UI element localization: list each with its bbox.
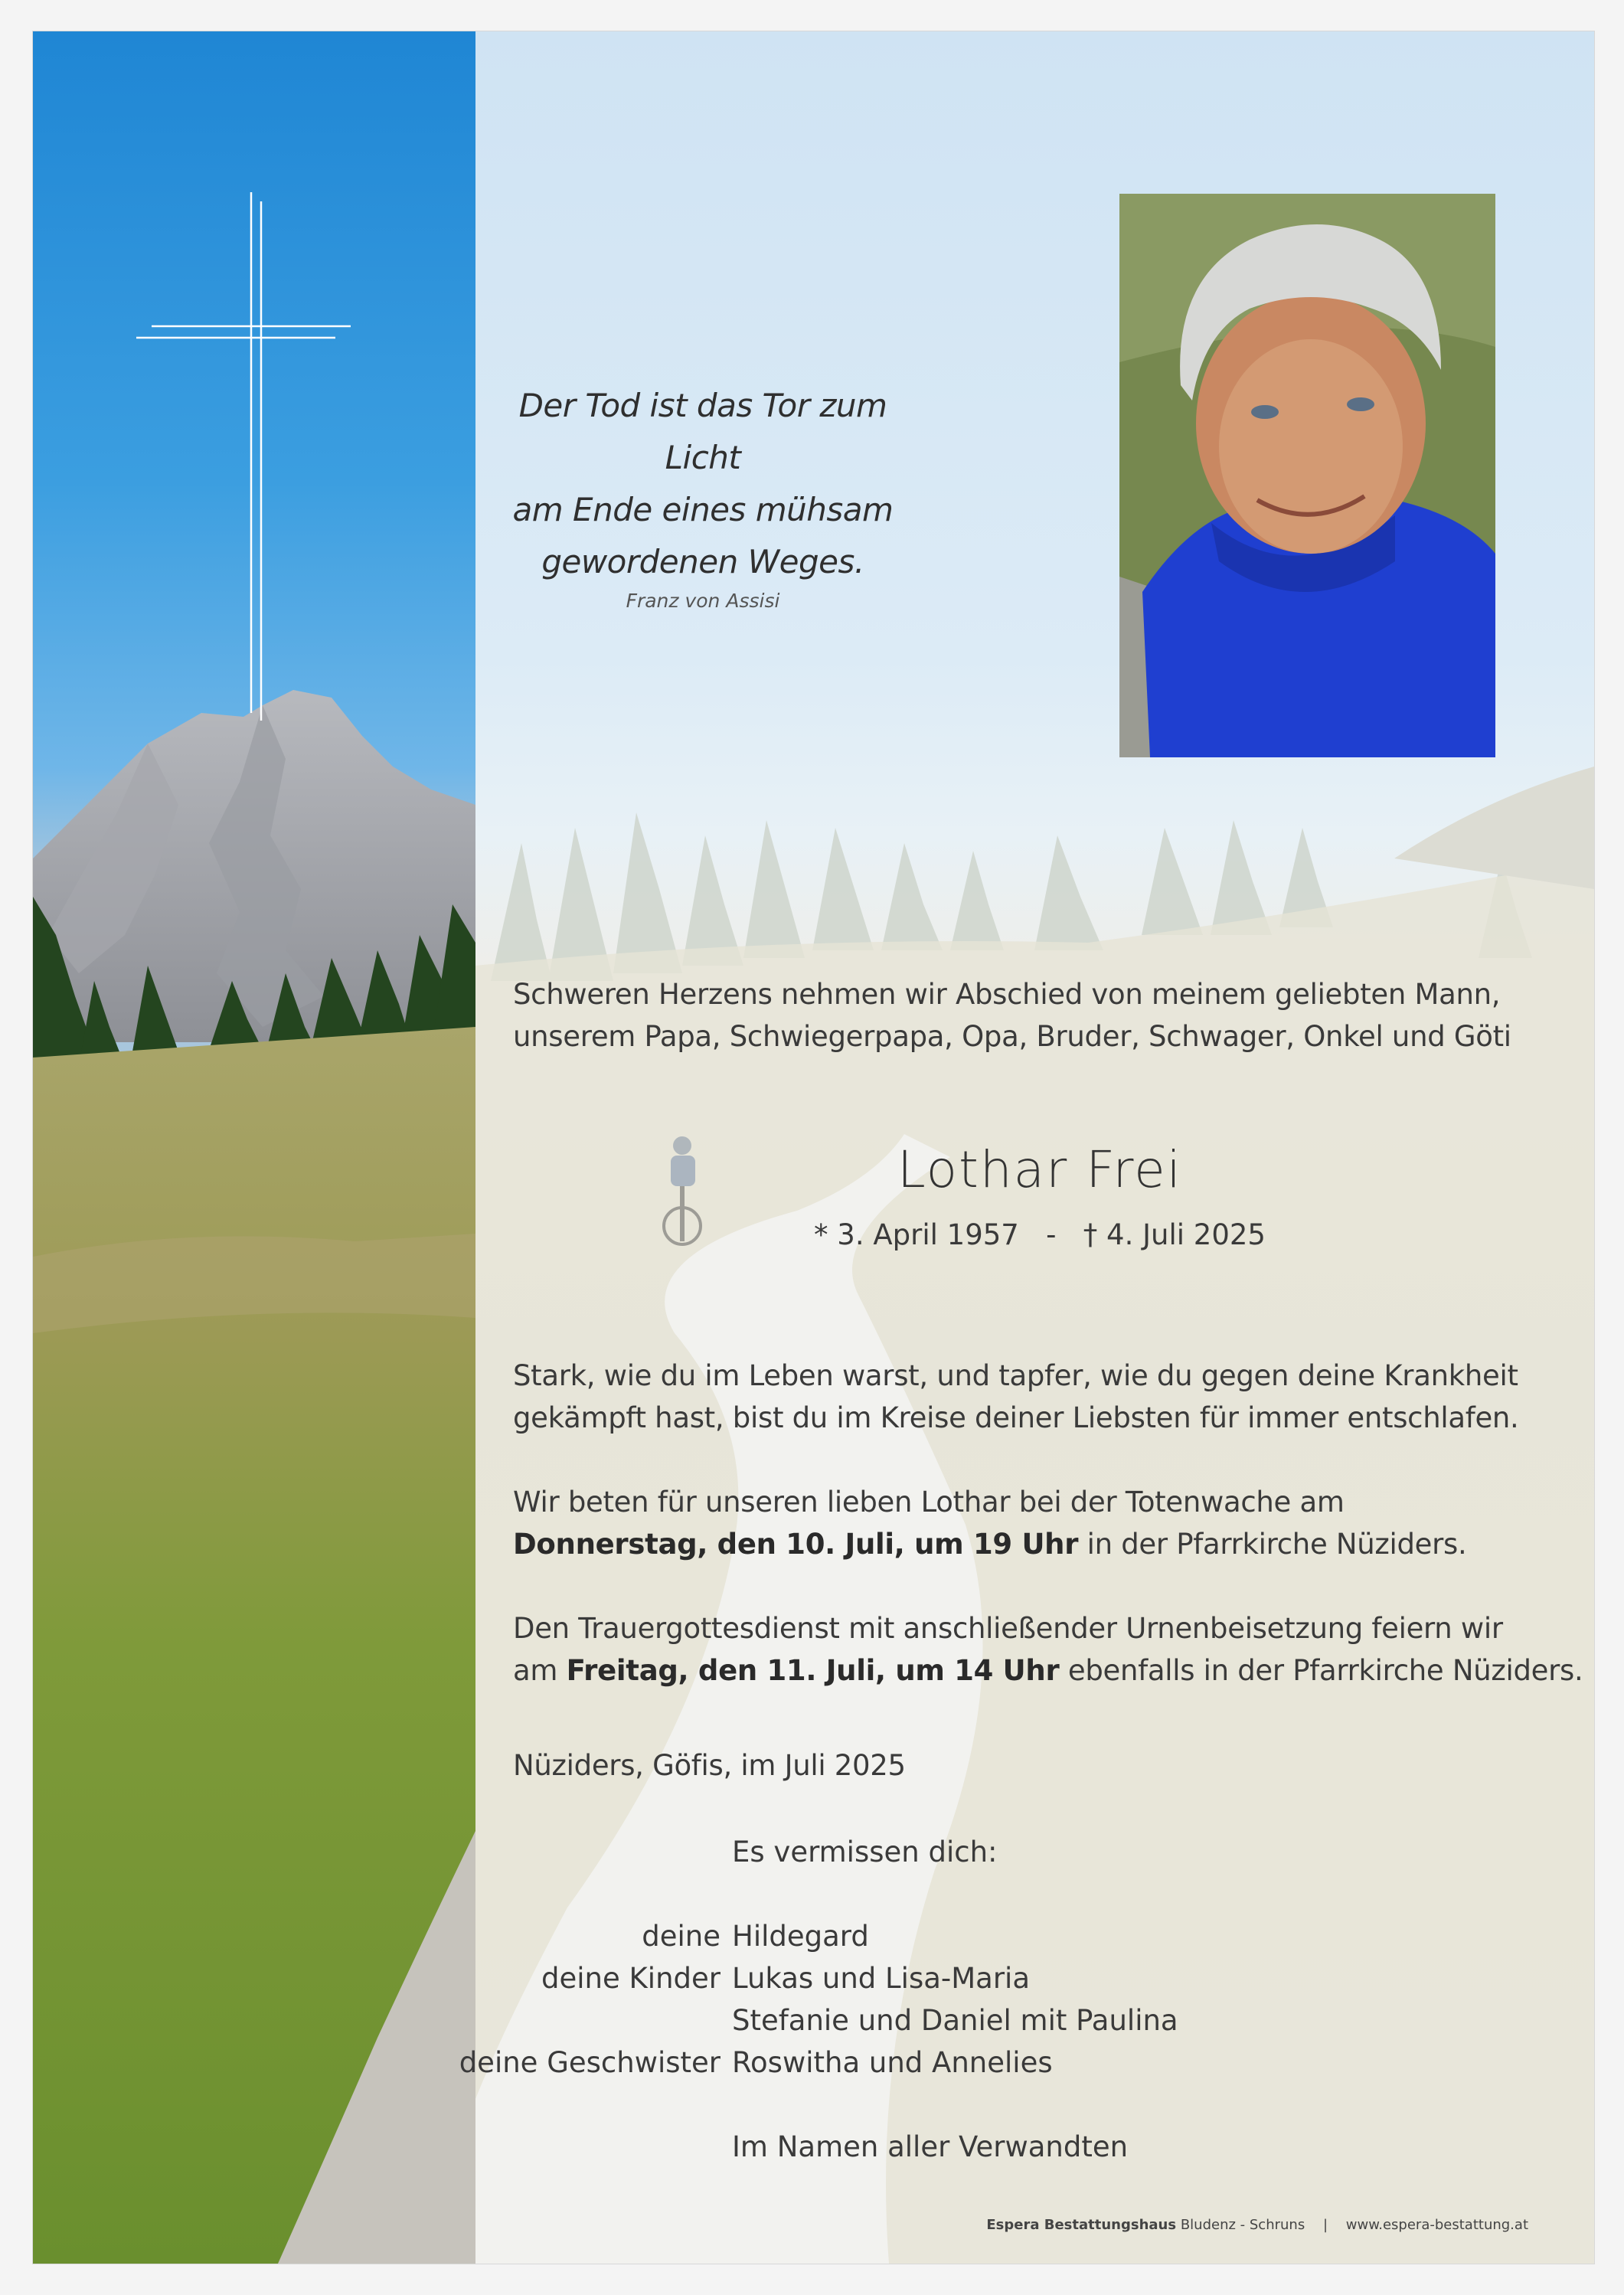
company-locations: Bludenz - Schruns bbox=[1180, 2217, 1305, 2233]
death-date: † 4. Juli 2025 bbox=[1083, 1218, 1266, 1251]
closing-text: Im Namen aller Verwandten bbox=[732, 2130, 1129, 2163]
funeral-prefix: am bbox=[513, 1654, 567, 1687]
quote-author: Franz von Assisi bbox=[626, 590, 780, 612]
paragraph-farewell bbox=[513, 1355, 1519, 1439]
mourner-row bbox=[459, 2042, 1503, 2084]
paragraph-line: Stark, wie du im Leben warst, und tapfer, wie du gegen deine Krankheit bbox=[513, 1359, 1518, 1392]
birth-date: * 3. April 1957 bbox=[814, 1218, 1019, 1251]
company-name: Espera Bestattungshaus bbox=[986, 2217, 1177, 2233]
mourner-names: Lukas und Lisa-Maria bbox=[732, 1962, 1031, 1995]
closing-row bbox=[508, 2126, 1503, 2168]
mourner-row bbox=[508, 1999, 1503, 2042]
paragraph-line bbox=[513, 1649, 1583, 1692]
footer-separator: | bbox=[1322, 2217, 1328, 2233]
mourner-relation: deine bbox=[642, 1920, 721, 1953]
intro-line: Schweren Herzens nehmen wir Abschied von meinem geliebten Mann, bbox=[513, 978, 1501, 1011]
paragraph-funeral bbox=[513, 1607, 1583, 1692]
paragraph-line: Den Trauergottesdienst mit anschließender Urnenbeisetzung feiern wir bbox=[513, 1612, 1503, 1645]
wake-location: in der Pfarrkirche Nüziders. bbox=[1078, 1528, 1467, 1561]
wake-datetime: Donnerstag, den 10. Juli, um 19 Uhr bbox=[513, 1528, 1079, 1561]
mourner-names: Hildegard bbox=[732, 1920, 869, 1953]
quote-block bbox=[492, 380, 913, 614]
mourners-list bbox=[459, 1831, 1503, 2168]
mourners-heading-row bbox=[508, 1831, 1503, 1873]
spacer bbox=[508, 1873, 1503, 1915]
mourner-relation: deine Geschwister bbox=[459, 2046, 721, 2079]
place-date: Nüziders, Göfis, im Juli 2025 bbox=[513, 1749, 906, 1782]
spacer bbox=[508, 2084, 1503, 2126]
mourner-names: Roswitha und Annelies bbox=[732, 2046, 1053, 2079]
cross-icon bbox=[136, 192, 366, 744]
website-link[interactable]: www.espera-bestattung.at bbox=[1345, 2217, 1528, 2233]
quote-line: gewordenen Weges. bbox=[541, 543, 864, 580]
portrait-photo bbox=[1119, 194, 1495, 757]
paragraph-line bbox=[513, 1523, 1467, 1565]
paragraph-line: gekämpft hast, bist du im Kreise deiner Liebsten für immer entschlafen. bbox=[513, 1401, 1519, 1434]
paragraph-wake bbox=[513, 1481, 1467, 1565]
funeral-datetime: Freitag, den 11. Juli, um 14 Uhr bbox=[566, 1654, 1060, 1687]
footer bbox=[986, 2217, 1528, 2233]
quote-line: am Ende eines mühsam bbox=[512, 491, 894, 528]
deceased-name: Lothar Frei bbox=[897, 1140, 1183, 1199]
mourner-names: Stefanie und Daniel mit Paulina bbox=[732, 2004, 1178, 2037]
mourner-row bbox=[508, 1957, 1503, 1999]
date-separator: - bbox=[1046, 1218, 1057, 1251]
intro-text bbox=[513, 973, 1511, 1058]
quote-line: Der Tod ist das Tor zum Licht bbox=[518, 387, 887, 476]
mourners-heading: Es vermissen dich: bbox=[732, 1836, 998, 1868]
mourner-relation: deine Kinder bbox=[541, 1962, 721, 1995]
portrait-image bbox=[1119, 194, 1495, 757]
mountain-photo-panel bbox=[33, 31, 475, 2264]
life-dates bbox=[515, 1218, 1564, 1251]
mourner-row bbox=[508, 1915, 1503, 1957]
funeral-location: ebenfalls in der Pfarrkirche Nüziders. bbox=[1059, 1654, 1583, 1687]
paragraph-line: Wir beten für unseren lieben Lothar bei der Totenwache am bbox=[513, 1486, 1345, 1519]
parte-card bbox=[32, 31, 1595, 2264]
intro-line: unserem Papa, Schwiegerpapa, Opa, Bruder, Schwager, Onkel und Göti bbox=[513, 1020, 1511, 1053]
